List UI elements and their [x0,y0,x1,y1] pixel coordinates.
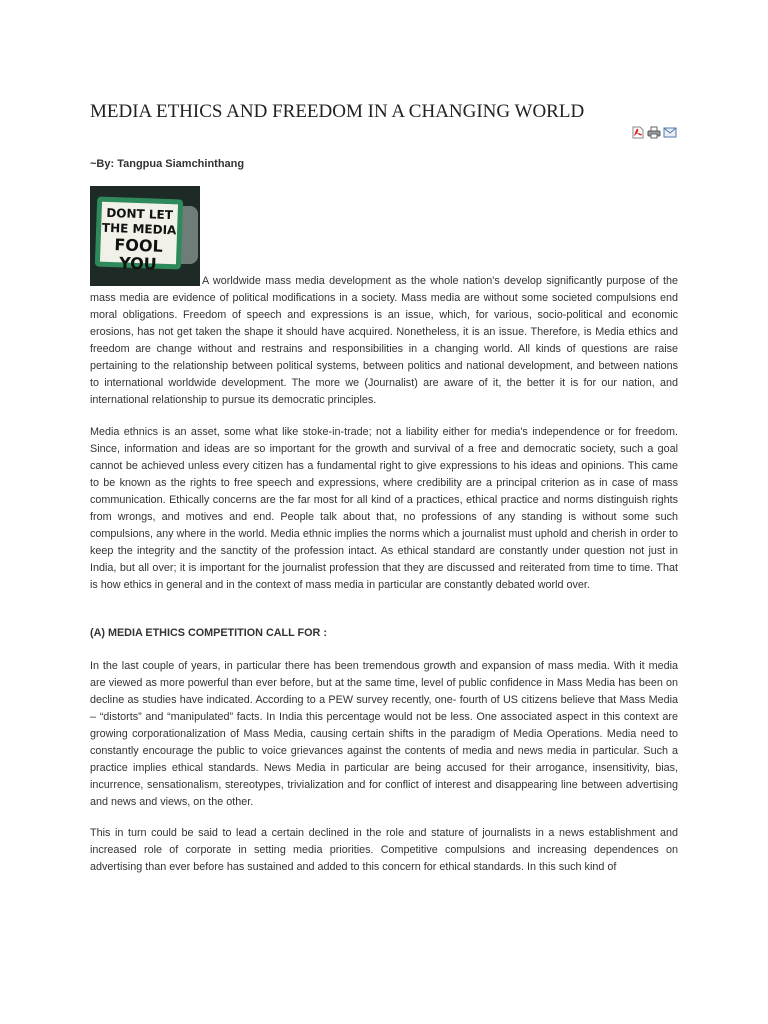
section-heading: (A) MEDIA ETHICS COMPETITION CALL FOR : [90,627,327,639]
article-paragraph [90,273,678,409]
image-sign-line: THE MEDIA [101,220,177,238]
article-paragraph: This in turn could be said to lead a certain declined in the role and stature of journalists in a news establishment and increased role of corporate in setting media priorities. Competitive compulsions and increasing dependences on advertising than ever before has sustained and added to this concern for ethical standards. In this such kind of [90,827,678,873]
pdf-icon[interactable] [631,126,645,139]
article-paragraph: In the last couple of years, in particular there has been tremendous growth and expansion of mass media. With it media are viewed as more powerful than ever before, but at the same time, level of public confidence in Mass Media has been on decline as studies have indicated. According to a PEW survey recently, one- fourth of US citizens believe that Mass Media – “distorts” and “manipulated” facts. In India this percentage would not be less. One associated aspect in this context are growing corporationalization of Mass Media, causing certain shifts in the paradigm of Media Operations. Media need to constantly encourage the public to voice grievances against the contents of media and news media in particular. Such a practice implies ethical standards. News Media in particular are being accused for their arrogance, insensitivity, bias, incurrence, sensationalism, stereotypes, trivialization and for conflict of interest and disappearing line between advertising and news and views, on the other. [90,660,678,808]
image-sign-line: FOOL YOU [114,235,164,274]
paragraph-text: A worldwide mass media development as the whole nation's develop significantly purpose of the mass media are evidence of political modifications in a society. Mass media are without some societed compulsions end moral obligations. Freedom of speech and expressions is an issue, which, for various, socio-political and economic erosions, has not get taken the shape it should have acquired. Nonetheless, it is an issue. Therefore, is Media ethics and freedom are change without and restrains and responsibilities in a changing world. All kinds of questions are raise pertaining to the relationship between political systems, between politics and national development, and between nations to international worldwide development. The more we (Journalist) are aware of it, the better it is for our nation, and international relationship to pursue its democratic principles. [90,275,678,406]
page-title: MEDIA ETHICS AND FREEDOM IN A CHANGING WORLD [90,101,585,122]
printer-icon[interactable] [647,126,661,139]
image-sign-line: DONT LET [106,205,174,223]
email-icon[interactable] [663,126,677,139]
article-tools [631,125,677,139]
article-byline: ~By: Tangpua Siamchinthang [90,158,245,170]
image-sign [95,197,183,274]
article-image [90,186,200,286]
article-paragraph: Media ethnics is an asset, some what like stoke-in-trade; not a liability either for media's independence or for freedom. Since, information and ideas are so important for the growth and survival of a free and democratic society, such a goal cannot be achieved unless every citizen has a fundamental right to give expressions to his ideas and opinions. This came to be known as the rights to free speech and expressions, where credibility are a principal criterion as in case of mass communication. Ethically concerns are the far most for all kind of a practices, ethical practice and norms distinguish rights from wrongs, and motives and end. People talk about that, no professions of any standing is without some such compulsions, any where in the world. Media ethnic implies the norms which a journalist must uphold and cherish in order to keep the integrity and the sanctity of the profession intact. As ethical standard are constantly under question not just in India, but all over; it is important for the journalist profession that they are discussed and reiterated from time to time. That is how ethics in general and in the context of mass media in particular are constantly debated world over. [90,426,678,591]
